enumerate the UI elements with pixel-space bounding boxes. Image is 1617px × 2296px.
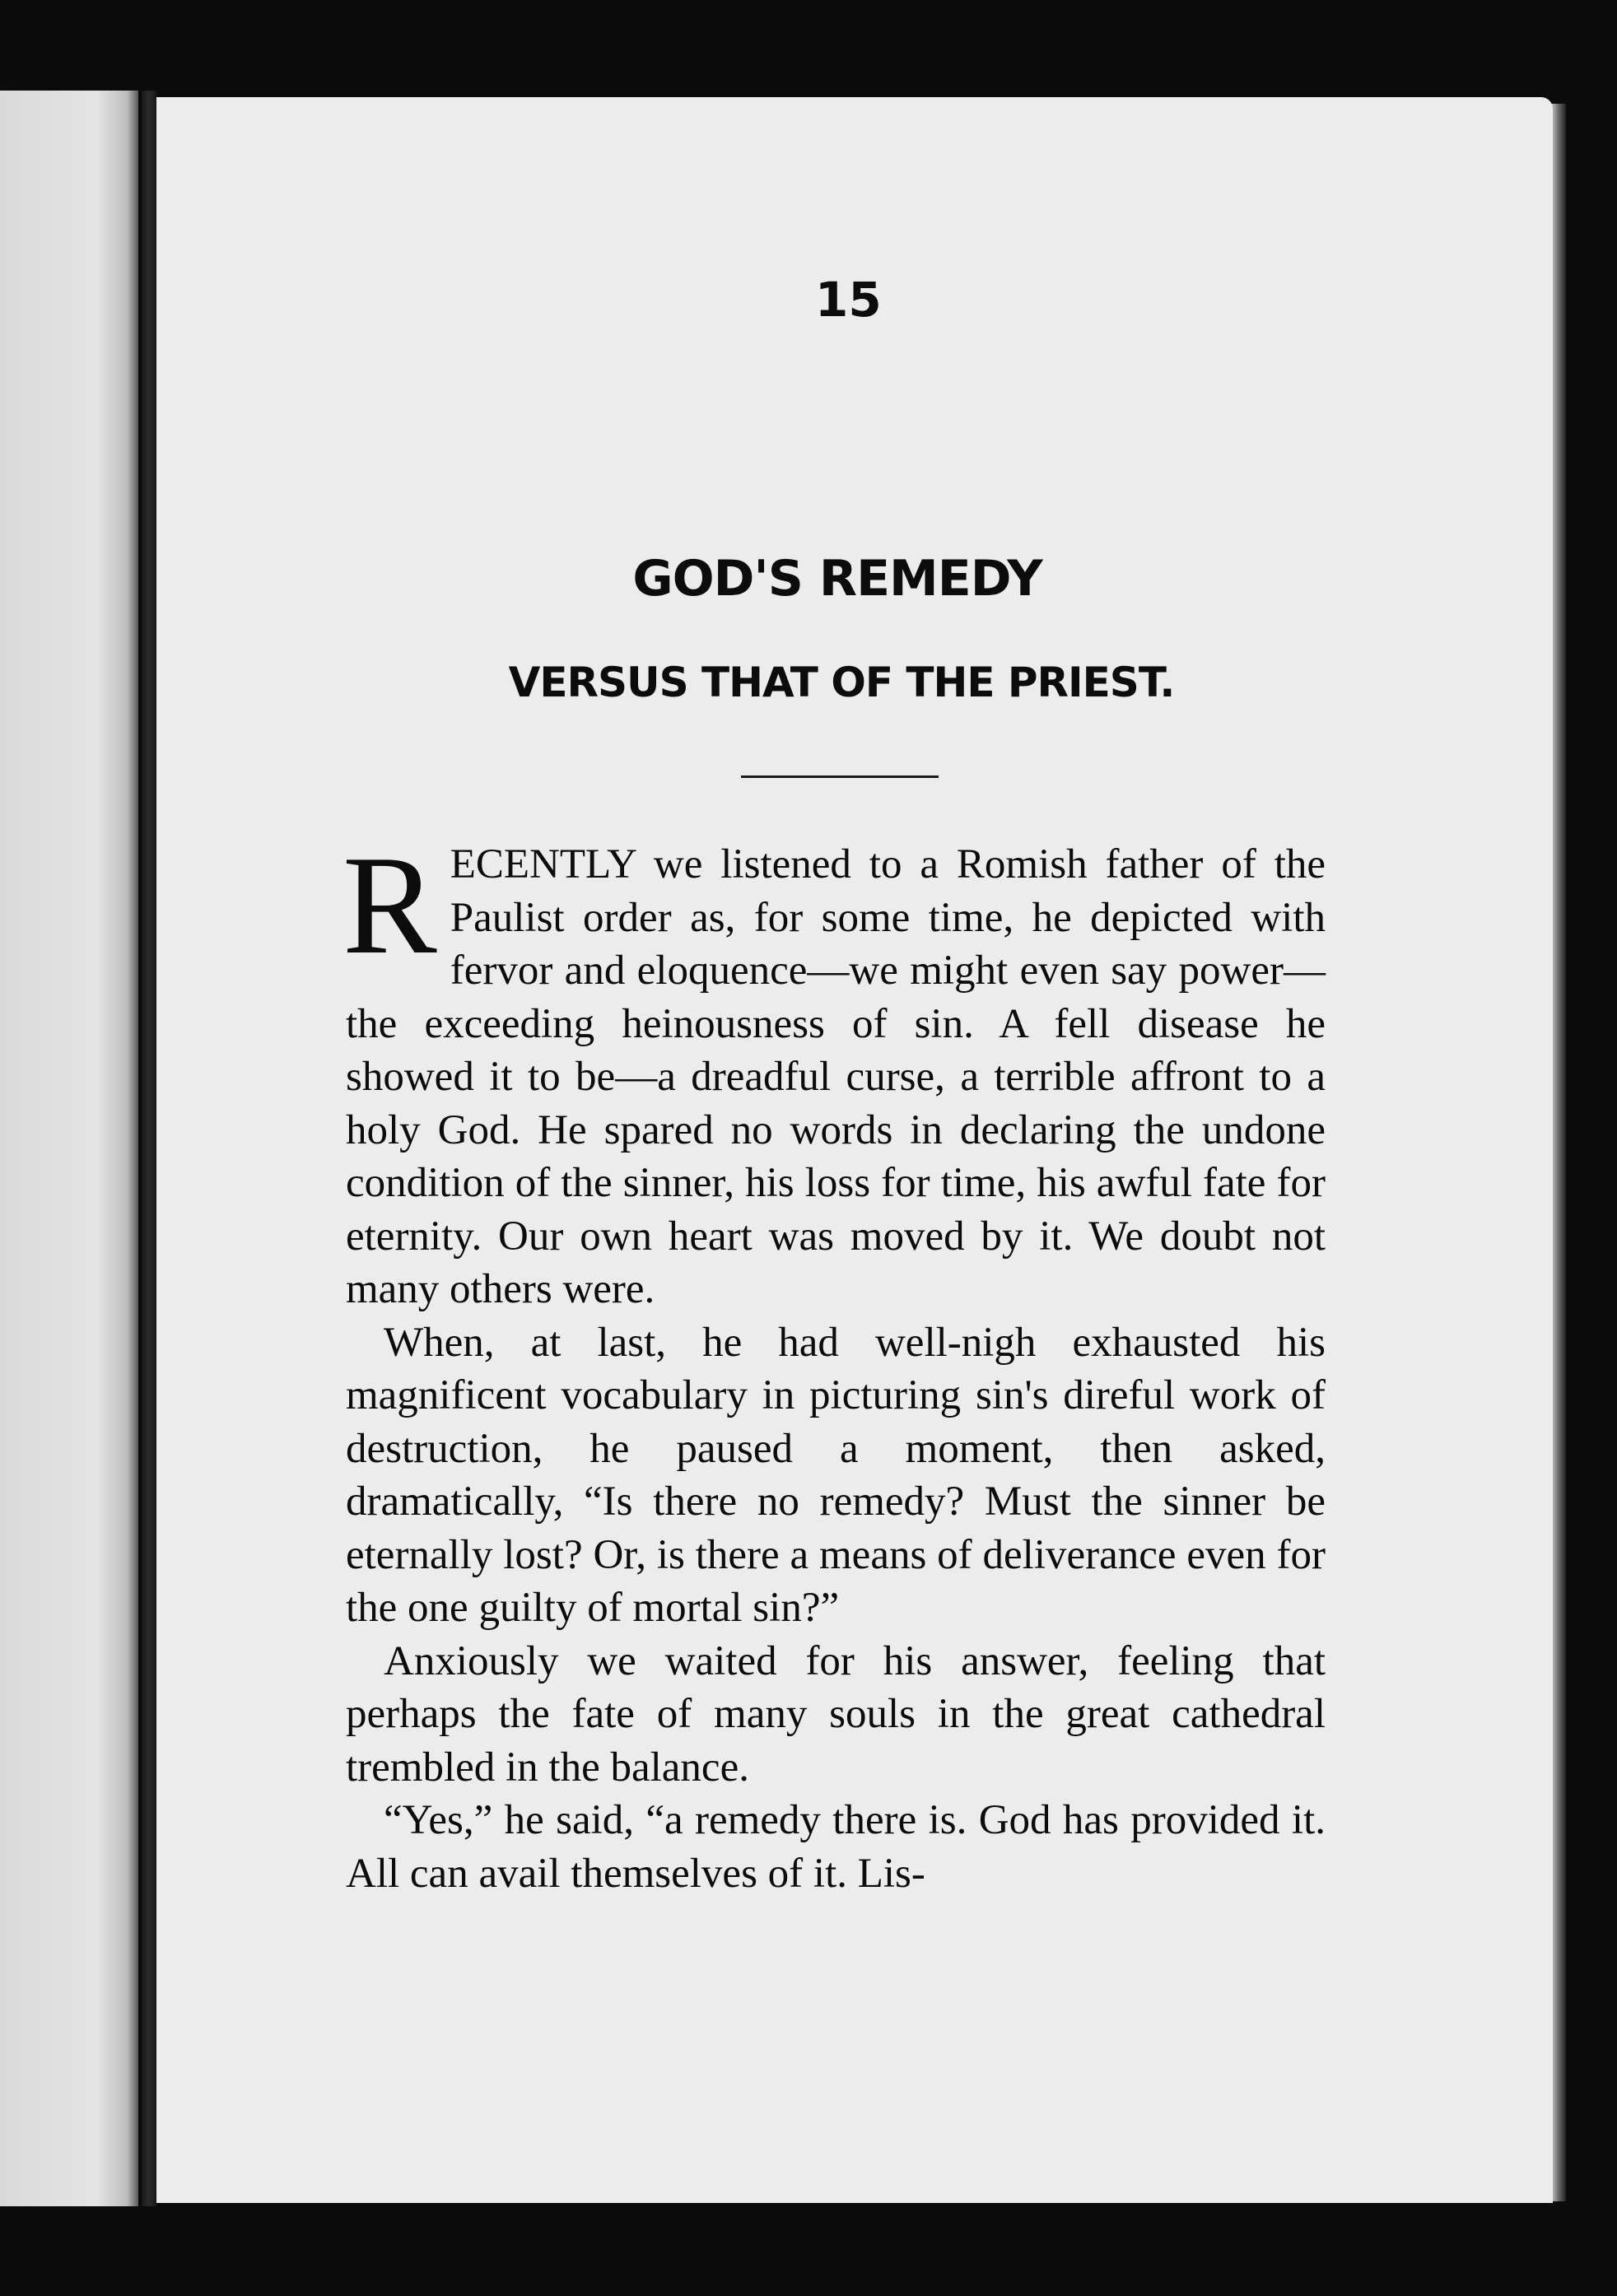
drop-cap: R [343,827,437,984]
facing-page-edge [0,91,138,2206]
chapter-title: GOD'S REMEDY [632,550,1042,608]
chapter-subtitle: VERSUS THAT OF THE PRIEST. [508,659,1175,706]
paragraph: Anxiously we waited for his answer, feeling that perhaps the fate of many souls in the great cathedral trembled in the balance. [346,1637,1326,1791]
title-divider [741,775,939,778]
paragraph: When, at last, he had well-nigh exhausted his magnificent vocabulary in picturing sin's direful work of destruction, he paused a moment, then asked, dramatically, “Is there no remedy? Must the sinner be eternally lost? Or, is there a means of deliverance even for the one guilty of mortal sin?” [346,1319,1326,1631]
paragraph [343,827,1326,1316]
paragraph: “Yes,” he said, “a remedy there is. God has provided it. All can avail themselves of it. Lis- [346,1797,1326,1897]
body-text [343,827,1326,1900]
paragraph-text: ECENTLY we listened to a Romish father of the Paulist order as, for some time, he depicted with fervor and eloquence—we might even say power—the exceeding heinousness of sin. A fell disease he showed it to be—a dreadful curse, a terrible affront to a holy God. He spared no words in declaring the undone condition of the sinner, his loss for time, his awful fate for eternity. Our own heart was moved by it. We doubt not many others were. [346,841,1326,1312]
page-right-edge [1551,104,1566,2201]
page-number: 15 [815,272,882,328]
book-gutter [142,91,156,2206]
